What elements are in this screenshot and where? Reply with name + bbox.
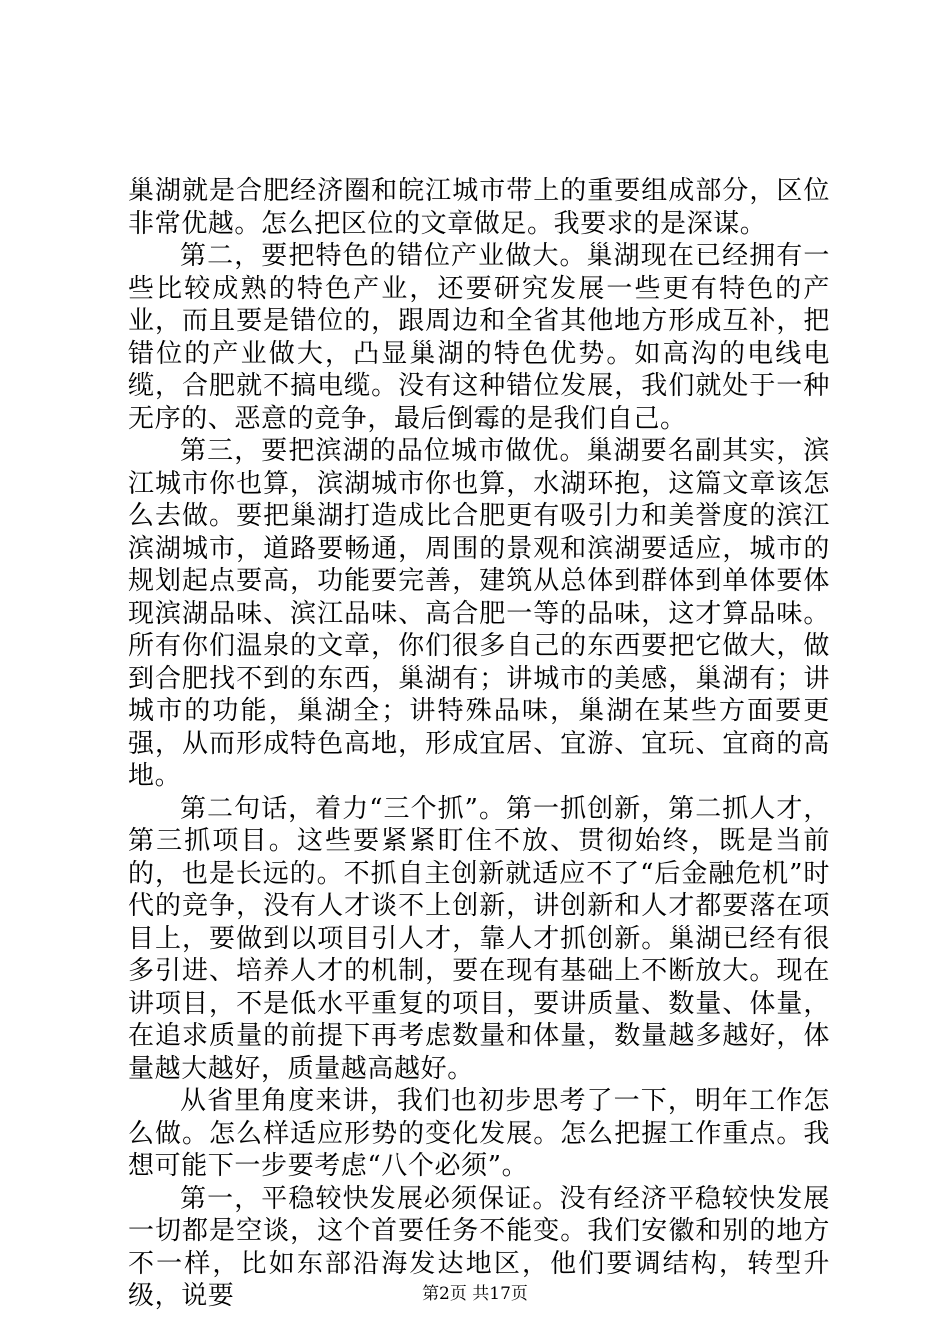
paragraph-three-grasps: 第二句话，着力“三个抓”。第一抓创新，第二抓人才，第三抓项目。这些要紧紧盯住不放、贯彻始终，既是当前的，也是长远的。不抓自主创新就适应不了“后金融危机”时代的竞争，没有人才谈不上创新，讲创新和人才都要落在项目上，要做到以项目引人才，靠人才抓创新。巢湖已经有很多引进、培养人才的机制，要在现有基础上不断放大。现在讲项目，不是低水平重复的项目，要讲质量、数量、体量，在追求质量的前提下再考虑数量和体量，数量越多越好，体量越大越好，质量越高越好。 [128, 793, 830, 1084]
document-body [128, 175, 830, 1313]
paragraph-third-point: 第三，要把滨湖的品位城市做优。巢湖要名副其实，滨江城市你也算，滨湖城市你也算，水湖环抱，这篇文章该怎么去做。要把巢湖打造成比合肥更有吸引力和美誉度的滨江滨湖城市，道路要畅通，周围的景观和滨湖要适应，城市的规划起点要高，功能要完善，建筑从总体到群体到单体要体现滨湖品味、滨江品味、高合肥一等的品味，这才算品味。所有你们温泉的文章，你们很多自己的东西要把它做大，做到合肥找不到的东西，巢湖有；讲城市的美感，巢湖有；讲城市的功能，巢湖全；讲特殊品味，巢湖在某些方面要更强，从而形成特色高地，形成宜居、宜游、宜玩、宜商的高地。 [128, 436, 830, 791]
paragraph-continuation: 巢湖就是合肥经济圈和皖江城市带上的重要组成部分，区位非常优越。怎么把区位的文章做足。我要求的是深谋。 [128, 176, 830, 239]
paragraph-first-must: 第一，平稳较快发展必须保证。没有经济平稳较快发展一切都是空谈，这个首要任务不能变。我们安徽和别的地方不一样，比如东部沿海发达地区，他们要调结构，转型升级，说要 [128, 1183, 830, 1311]
page-number: 第2页 共17页 [422, 1284, 528, 1304]
paragraph-second-point: 第二，要把特色的错位产业做大。巢湖现在已经拥有一些比较成熟的特色产业，还要研究发展一些更有特色的产业，而且要是错位的，跟周边和全省其他地方形成互补，把错位的产业做大，凸显巢湖的特色优势。如高沟的电线电缆，合肥就不搞电缆。没有这种错位发展，我们就处于一种无序的、恶意的竞争，最后倒霉的是我们自己。 [128, 241, 830, 434]
paragraph-province-view: 从省里角度来讲，我们也初步思考了一下，明年工作怎么做。怎么样适应形势的变化发展。怎么把握工作重点。我想可能下一步要考虑“八个必须”。 [128, 1086, 830, 1181]
page-footer [0, 1283, 950, 1305]
